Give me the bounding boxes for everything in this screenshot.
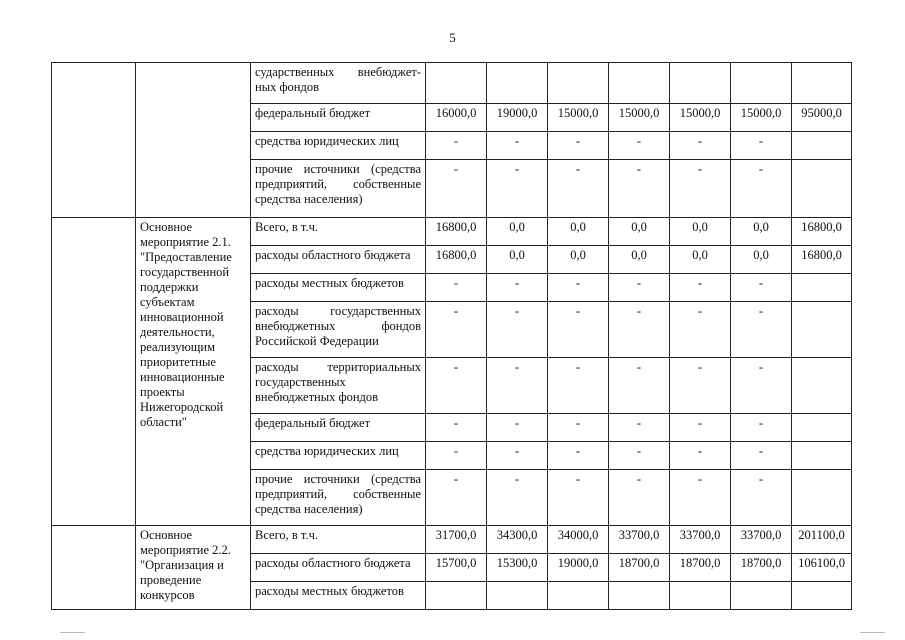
year-value-cell: - xyxy=(731,470,792,526)
year-value-cell: 31700,0 xyxy=(426,526,487,554)
year-value-cell: - xyxy=(609,414,670,442)
year-value-cell: 16800,0 xyxy=(426,246,487,274)
year-value-cell: - xyxy=(609,132,670,160)
year-value-cell: - xyxy=(426,358,487,414)
year-value-cell: 33700,0 xyxy=(609,526,670,554)
year-value-cell: - xyxy=(609,160,670,218)
total-value-cell: 201100,0 xyxy=(792,526,852,554)
year-value-cell: - xyxy=(487,160,548,218)
year-value-cell: - xyxy=(548,442,609,470)
year-value-cell: - xyxy=(548,274,609,302)
total-value-cell: 106100,0 xyxy=(792,554,852,582)
year-value-cell: - xyxy=(548,302,609,358)
footer-rule-left xyxy=(60,632,85,633)
year-value-cell: 0,0 xyxy=(487,246,548,274)
table-row xyxy=(52,526,852,554)
funding-source-cell: сударственных внебюджет-ных фондов xyxy=(251,63,426,104)
year-value-cell: 0,0 xyxy=(670,218,731,246)
funding-source-cell: расходы государственных внебюджетных фондов Российской Федерации xyxy=(251,302,426,358)
year-value-cell: 15700,0 xyxy=(426,554,487,582)
year-value-cell: 0,0 xyxy=(731,246,792,274)
year-value-cell: 33700,0 xyxy=(731,526,792,554)
year-value-cell: 18700,0 xyxy=(670,554,731,582)
total-value-cell xyxy=(792,470,852,526)
total-value-cell xyxy=(792,63,852,104)
year-value-cell: 18700,0 xyxy=(609,554,670,582)
year-value-cell: - xyxy=(670,442,731,470)
year-value-cell: - xyxy=(670,302,731,358)
year-value-cell xyxy=(426,582,487,610)
total-value-cell xyxy=(792,442,852,470)
total-value-cell: 16800,0 xyxy=(792,246,852,274)
year-value-cell: - xyxy=(487,302,548,358)
year-value-cell: - xyxy=(731,302,792,358)
year-value-cell xyxy=(548,63,609,104)
year-value-cell: 15000,0 xyxy=(548,104,609,132)
budget-table xyxy=(51,62,852,610)
year-value-cell: - xyxy=(426,302,487,358)
year-value-cell: - xyxy=(609,274,670,302)
year-value-cell: - xyxy=(548,358,609,414)
year-value-cell: - xyxy=(426,160,487,218)
table-row xyxy=(52,63,852,104)
funding-source-cell: расходы областного бюджета xyxy=(251,246,426,274)
year-value-cell xyxy=(670,582,731,610)
year-value-cell: - xyxy=(426,442,487,470)
year-value-cell: 34000,0 xyxy=(548,526,609,554)
program-cell xyxy=(52,63,136,218)
footer-rule-right xyxy=(860,632,885,633)
year-value-cell xyxy=(487,63,548,104)
year-value-cell: 15000,0 xyxy=(731,104,792,132)
total-value-cell xyxy=(792,414,852,442)
year-value-cell: - xyxy=(548,470,609,526)
funding-source-cell: расходы территориальных государственных внебюджетных фондов xyxy=(251,358,426,414)
year-value-cell: - xyxy=(731,414,792,442)
year-value-cell: - xyxy=(731,160,792,218)
year-value-cell: 34300,0 xyxy=(487,526,548,554)
year-value-cell xyxy=(731,582,792,610)
funding-source-cell: прочие источники (средства предприятий, собственные средства населения) xyxy=(251,160,426,218)
year-value-cell: - xyxy=(670,160,731,218)
year-value-cell: - xyxy=(731,442,792,470)
year-value-cell: 15000,0 xyxy=(609,104,670,132)
year-value-cell: 33700,0 xyxy=(670,526,731,554)
year-value-cell: - xyxy=(609,470,670,526)
funding-source-cell: Всего, в т.ч. xyxy=(251,526,426,554)
year-value-cell xyxy=(670,63,731,104)
year-value-cell: - xyxy=(548,160,609,218)
year-value-cell: - xyxy=(487,274,548,302)
year-value-cell: - xyxy=(731,132,792,160)
year-value-cell: - xyxy=(487,470,548,526)
total-value-cell xyxy=(792,274,852,302)
year-value-cell: - xyxy=(426,274,487,302)
measure-name-cell: Основное мероприятие 2.2. "Организация и проведение конкурсов xyxy=(136,526,251,610)
total-value-cell xyxy=(792,582,852,610)
funding-source-cell: Всего, в т.ч. xyxy=(251,218,426,246)
year-value-cell: 18700,0 xyxy=(731,554,792,582)
year-value-cell: - xyxy=(548,132,609,160)
year-value-cell: - xyxy=(487,358,548,414)
year-value-cell: - xyxy=(426,414,487,442)
year-value-cell: 16800,0 xyxy=(426,218,487,246)
year-value-cell: 0,0 xyxy=(487,218,548,246)
year-value-cell xyxy=(609,582,670,610)
year-value-cell: 19000,0 xyxy=(487,104,548,132)
year-value-cell: 0,0 xyxy=(731,218,792,246)
year-value-cell xyxy=(731,63,792,104)
year-value-cell: 0,0 xyxy=(609,218,670,246)
total-value-cell: 16800,0 xyxy=(792,218,852,246)
year-value-cell xyxy=(487,582,548,610)
year-value-cell xyxy=(548,582,609,610)
funding-source-cell: средства юридических лиц xyxy=(251,132,426,160)
year-value-cell: - xyxy=(670,274,731,302)
total-value-cell: 95000,0 xyxy=(792,104,852,132)
year-value-cell: - xyxy=(609,442,670,470)
year-value-cell: - xyxy=(731,274,792,302)
year-value-cell: 15300,0 xyxy=(487,554,548,582)
funding-source-cell: расходы местных бюджетов xyxy=(251,274,426,302)
year-value-cell: 16000,0 xyxy=(426,104,487,132)
year-value-cell: - xyxy=(731,358,792,414)
year-value-cell: 0,0 xyxy=(609,246,670,274)
year-value-cell: 0,0 xyxy=(670,246,731,274)
funding-source-cell: средства юридических лиц xyxy=(251,442,426,470)
year-value-cell: - xyxy=(487,132,548,160)
total-value-cell xyxy=(792,132,852,160)
funding-source-cell: расходы областного бюджета xyxy=(251,554,426,582)
page-number: 5 xyxy=(449,30,456,45)
table-body xyxy=(52,63,852,610)
year-value-cell: - xyxy=(487,442,548,470)
year-value-cell: - xyxy=(609,302,670,358)
year-value-cell: - xyxy=(670,358,731,414)
total-value-cell xyxy=(792,160,852,218)
year-value-cell: 15000,0 xyxy=(670,104,731,132)
year-value-cell: 0,0 xyxy=(548,246,609,274)
year-value-cell: - xyxy=(426,132,487,160)
year-value-cell: - xyxy=(670,132,731,160)
year-value-cell: - xyxy=(670,414,731,442)
year-value-cell xyxy=(609,63,670,104)
year-value-cell: - xyxy=(487,414,548,442)
measure-name-cell xyxy=(136,63,251,218)
total-value-cell xyxy=(792,358,852,414)
program-cell xyxy=(52,526,136,610)
table-row xyxy=(52,218,852,246)
funding-source-cell: федеральный бюджет xyxy=(251,414,426,442)
measure-name-cell: Основное мероприятие 2.1. "Предоставление государственной поддержки субъектам инновационной деятельности, реализующим приоритетные инновационные проекты Нижегородской области" xyxy=(136,218,251,526)
funding-source-cell: федеральный бюджет xyxy=(251,104,426,132)
year-value-cell: - xyxy=(426,470,487,526)
program-cell xyxy=(52,218,136,526)
year-value-cell: - xyxy=(548,414,609,442)
year-value-cell: - xyxy=(609,358,670,414)
total-value-cell xyxy=(792,302,852,358)
funding-source-cell: прочие источники (средства предприятий, собственные средства населения) xyxy=(251,470,426,526)
funding-source-cell: расходы местных бюджетов xyxy=(251,582,426,610)
year-value-cell xyxy=(426,63,487,104)
year-value-cell: - xyxy=(670,470,731,526)
year-value-cell: 19000,0 xyxy=(548,554,609,582)
year-value-cell: 0,0 xyxy=(548,218,609,246)
